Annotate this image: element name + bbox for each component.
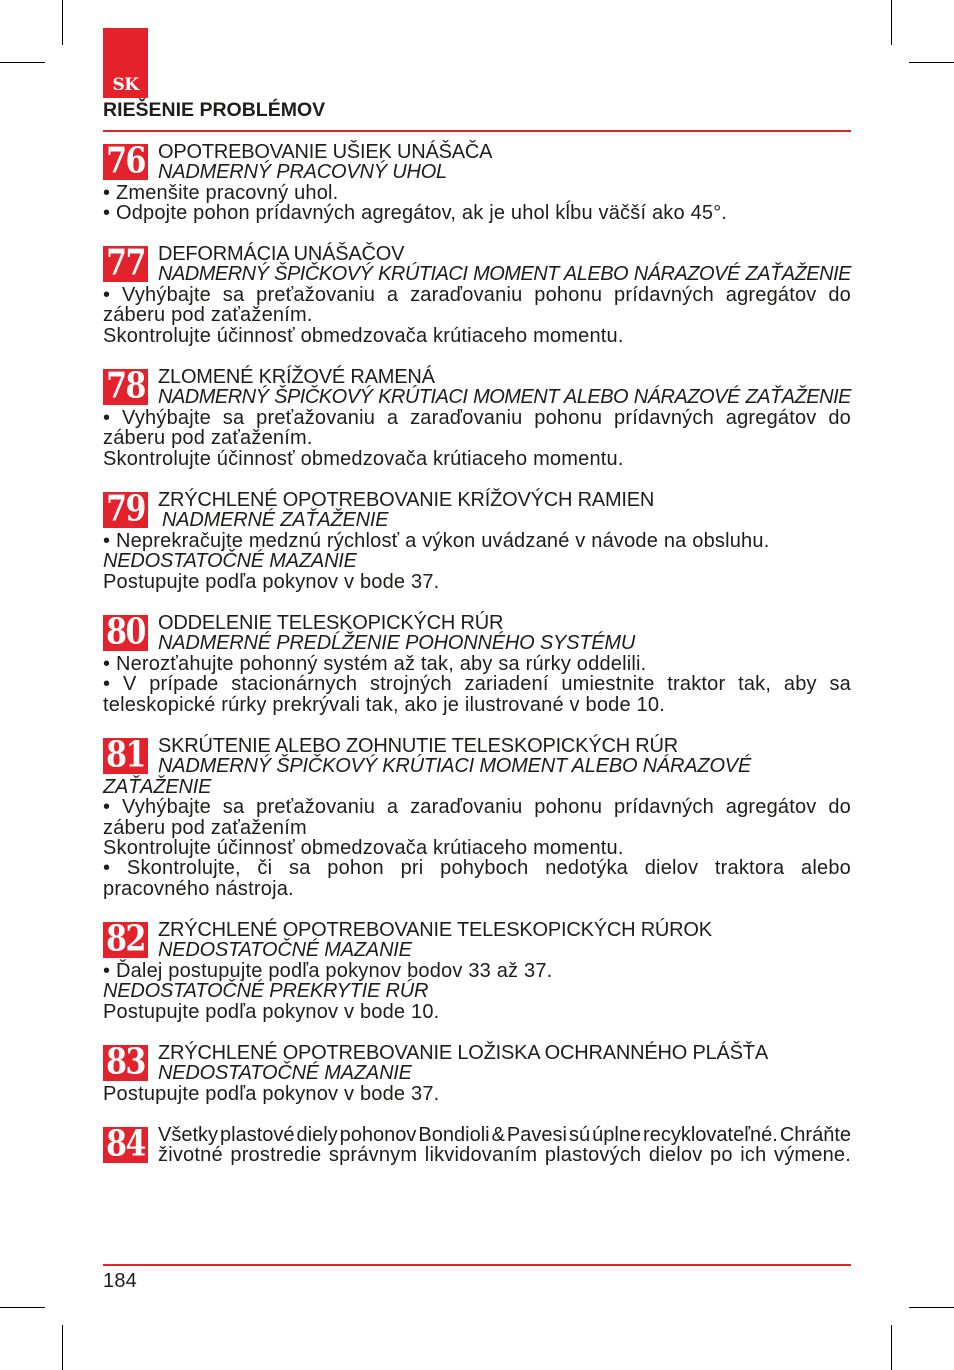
footer-rule — [103, 1264, 851, 1266]
cause-line: NEDOSTATOČNÉ MAZANIE — [103, 550, 357, 573]
cause-line: NEDOSTATOČNÉ PREKRYTIE RÚR — [103, 980, 429, 1003]
cause-line: NADMERNÝ ŠPIČKOVÝ KRÚTIACI MOMENT ALEBO NÁRAZOVÉ — [158, 755, 752, 778]
remedy-line: Postupujte podľa pokynov v bode 37. — [103, 1082, 440, 1105]
language-code: SK — [112, 75, 139, 95]
section-number: 81 — [106, 738, 145, 774]
section-81 — [103, 736, 851, 899]
remedy-line: • Ďalej postupujte podľa pokynov bodov 33 až 37. — [103, 959, 553, 982]
section-78 — [103, 367, 851, 469]
section-number: 78 — [106, 369, 145, 405]
section-number: 84 — [106, 1127, 145, 1163]
remedy-line: Postupujte podľa pokynov v bode 10. — [103, 1000, 440, 1023]
header-rule — [103, 130, 851, 132]
section-number: 80 — [106, 615, 145, 651]
remedy-line: • Zmenšite pracovný uhol. — [103, 181, 339, 204]
remedy-line: • Vyhýbajte sa preťažovaniu a zaraďovaniu pohonu prídavných agregátov do — [103, 283, 851, 306]
section-83 — [103, 1043, 851, 1104]
section-title: ODDELENIE TELESKOPICKÝCH RÚR — [158, 612, 504, 634]
cause-line: ZAŤAŽENIE — [103, 775, 212, 798]
remedy-line: • Vyhýbajte sa preťažovaniu a zaraďovaniu pohonu prídavných agregátov do — [103, 406, 851, 429]
note-line: životné prostredie správnym likvidovaním plastových dielov po ich výmene. — [158, 1144, 851, 1167]
section-number-badge — [103, 369, 148, 405]
section-number-badge — [103, 615, 148, 651]
section-number: 77 — [106, 246, 145, 282]
section-number-badge — [103, 246, 148, 282]
section-number: 76 — [106, 144, 145, 180]
crop-mark-top-left-horizontal — [0, 62, 45, 63]
remedy-line: Skontrolujte účinnosť obmedzovača krútiaceho momentu. — [103, 324, 624, 347]
cause-line: NEDOSTATOČNÉ MAZANIE — [158, 1062, 412, 1085]
section-number-badge — [103, 492, 148, 528]
language-tab — [103, 28, 148, 98]
remedy-line: teleskopické rúrky prekrývali tak, ako je ilustrované v bode 10. — [103, 693, 665, 716]
remedy-line: pracovného nástroja. — [103, 877, 294, 900]
section-title: ZRÝCHLENÉ OPOTREBOVANIE LOŽISKA OCHRANNÉHO PLÁŠŤA — [158, 1042, 768, 1064]
page-number: 184 — [103, 1270, 137, 1292]
section-title: OPOTREBOVANIE UŠIEK UNÁŠAČA — [158, 141, 493, 163]
remedy-line: • V prípade stacionárnych strojných zariadení umiestnite traktor tak, aby sa — [103, 673, 851, 696]
remedy-line: • Nerozťahujte pohonný systém až tak, aby sa rúrky oddelili. — [103, 652, 647, 675]
remedy-line: • Skontrolujte, či sa pohon pri pohyboch nedotýka dielov traktora alebo — [103, 857, 851, 880]
remedy-line: • Neprekračujte medznú rýchlosť a výkon uvádzané v návode na obsluhu. — [103, 529, 770, 552]
section-title: DEFORMÁCIA UNÁŠAČOV — [158, 243, 405, 265]
cause-line: NADMERNÝ ŠPIČKOVÝ KRÚTIACI MOMENT ALEBO NÁRAZOVÉ ZAŤAŽENIE — [158, 386, 851, 409]
section-number-badge — [103, 144, 148, 180]
cause-line: NADMERNÝ PRACOVNÝ UHOL — [158, 161, 447, 184]
section-number-badge — [103, 1127, 148, 1163]
crop-mark-top-left-vertical — [62, 0, 63, 45]
note-line: Všetky plastové diely pohonov Bondioli & Pavesi sú úplne recyklovateľné. Chráňte — [158, 1124, 851, 1146]
remedy-line: Skontrolujte účinnosť obmedzovača krútiaceho momentu. — [103, 836, 624, 859]
section-number-badge — [103, 1045, 148, 1081]
section-number: 83 — [106, 1045, 145, 1081]
remedy-line: záberu pod zaťažením — [103, 816, 307, 839]
remedy-line: Skontrolujte účinnosť obmedzovača krútiaceho momentu. — [103, 447, 624, 470]
crop-mark-bottom-left-horizontal — [0, 1307, 45, 1308]
crop-mark-top-right-vertical — [891, 0, 892, 45]
section-number: 82 — [106, 922, 145, 958]
crop-mark-bottom-right-horizontal — [909, 1307, 954, 1308]
cause-line: NADMERNÉ ZAŤAŽENIE — [162, 509, 389, 532]
remedy-line: záberu pod zaťažením. — [103, 427, 313, 450]
page-title: RIEŠENIE PROBLÉMOV — [103, 99, 326, 121]
crop-mark-bottom-right-vertical — [891, 1325, 892, 1370]
section-77 — [103, 244, 851, 346]
section-82 — [103, 920, 851, 1022]
section-title: SKRÚTENIE ALEBO ZOHNUTIE TELESKOPICKÝCH RÚR — [158, 735, 679, 757]
remedy-line: Postupujte podľa pokynov v bode 37. — [103, 570, 440, 593]
remedy-line: • Vyhýbajte sa preťažovaniu a zaraďovaniu pohonu prídavných agregátov do — [103, 796, 851, 819]
section-title: ZLOMENÉ KRÍŽOVÉ RAMENÁ — [158, 366, 435, 388]
section-title: ZRÝCHLENÉ OPOTREBOVANIE TELESKOPICKÝCH RÚROK — [158, 919, 712, 941]
section-79 — [103, 490, 851, 592]
section-84 — [103, 1125, 851, 1166]
remedy-line: • Odpojte pohon prídavných agregátov, ak je uhol kĺbu väčší ako 45°. — [103, 202, 728, 225]
crop-mark-bottom-left-vertical — [62, 1325, 63, 1370]
section-76 — [103, 142, 851, 224]
section-title: ZRÝCHLENÉ OPOTREBOVANIE KRÍŽOVÝCH RAMIEN — [158, 489, 655, 511]
cause-line: NADMERNÝ ŠPIČKOVÝ KRÚTIACI MOMENT ALEBO NÁRAZOVÉ ZAŤAŽENIE — [158, 263, 851, 286]
section-number-badge — [103, 922, 148, 958]
cause-line: NADMERNÉ PREDĹŽENIE POHONNÉHO SYSTÉMU — [158, 632, 636, 655]
section-number: 79 — [106, 492, 145, 528]
section-80 — [103, 613, 851, 715]
cause-line: NEDOSTATOČNÉ MAZANIE — [158, 939, 412, 962]
crop-mark-top-right-horizontal — [909, 62, 954, 63]
remedy-line: záberu pod zaťažením. — [103, 304, 313, 327]
section-number-badge — [103, 738, 148, 774]
